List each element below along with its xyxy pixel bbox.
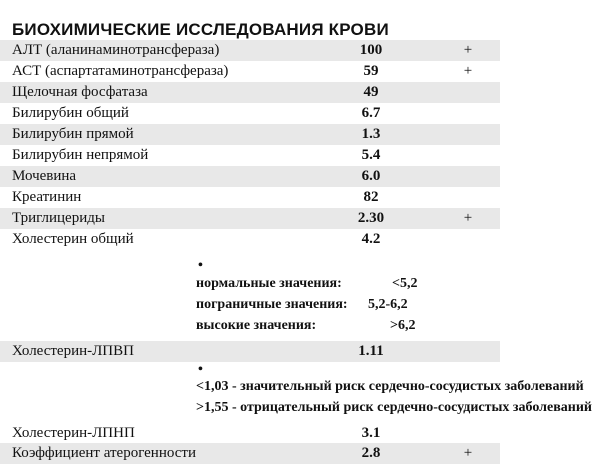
table-row-creatinine [0,187,500,208]
table-row-hdl [0,341,500,362]
test-value: 1.11 [358,343,384,359]
reference-value: 5,2-6,2 [368,297,408,312]
test-name: Креатинин [12,189,82,205]
test-name: Билирубин прямой [12,126,134,142]
table-row-triglycerides [0,208,500,229]
reference-label: нормальные значения: [196,276,342,291]
table-row-urea [0,166,500,187]
table-row-bilirubin-direct [0,124,500,145]
risk-line-low: <1,03 - значительный риск сердечно-сосудистых заболеваний [196,379,584,394]
table-row-cholesterol-total [0,229,500,250]
reference-label: высокие значения: [196,318,317,333]
table-row-alkaline-phosphatase [0,82,500,103]
table-row-ast [0,61,500,82]
reference-label: пограничные значения: [196,297,348,312]
reference-value: >6,2 [390,318,416,333]
table-row-atherogenic-coefficient [0,443,500,464]
reference-borderline [196,297,496,317]
test-value: 6.7 [361,105,381,121]
test-value: 59 [363,63,379,79]
abnormal-flag: + [463,445,473,461]
test-name: АЛТ (аланинаминотрансфераза) [12,42,220,58]
risk-line-high: >1,55 - отрицательный риск сердечно-сосудистых заболеваний [196,400,592,415]
table-row-bilirubin-indirect [0,145,500,166]
bullet-marker: • [198,258,203,273]
test-name: Билирубин общий [12,105,129,121]
abnormal-flag: + [463,210,473,226]
test-value: 5.4 [361,147,381,163]
reference-high [196,318,496,338]
test-value: 2.8 [361,445,381,461]
test-name: Щелочная фосфатаза [12,84,148,100]
report-title: БИОХИМИЧЕСКИЕ ИССЛЕДОВАНИЯ КРОВИ [12,20,389,39]
test-name: АСТ (аспартатаминотрансфераза) [12,63,229,79]
test-value: 1.3 [361,126,381,142]
abnormal-flag: + [463,42,473,58]
table-row-bilirubin-total [0,103,500,124]
reference-value: <5,2 [392,276,418,291]
abnormal-flag: + [463,63,473,79]
bullet-marker: • [198,362,203,377]
test-name: Коэффициент атерогенности [12,445,196,461]
test-value: 100 [359,42,383,58]
test-value: 3.1 [361,425,381,441]
test-value: 2.30 [357,210,385,226]
test-value: 82 [363,189,379,205]
table-row-ldl [0,423,500,444]
test-name: Билирубин непрямой [12,147,149,163]
test-name: Холестерин общий [12,231,134,247]
test-value: 49 [363,84,379,100]
test-value: 6.0 [361,168,381,184]
test-name: Мочевина [12,168,77,184]
test-name: Холестерин-ЛПВП [12,343,134,359]
reference-normal [196,276,496,296]
test-name: Холестерин-ЛПНП [12,425,135,441]
test-value: 4.2 [361,231,381,247]
table-row-alt [0,40,500,61]
test-name: Триглицериды [12,210,105,226]
